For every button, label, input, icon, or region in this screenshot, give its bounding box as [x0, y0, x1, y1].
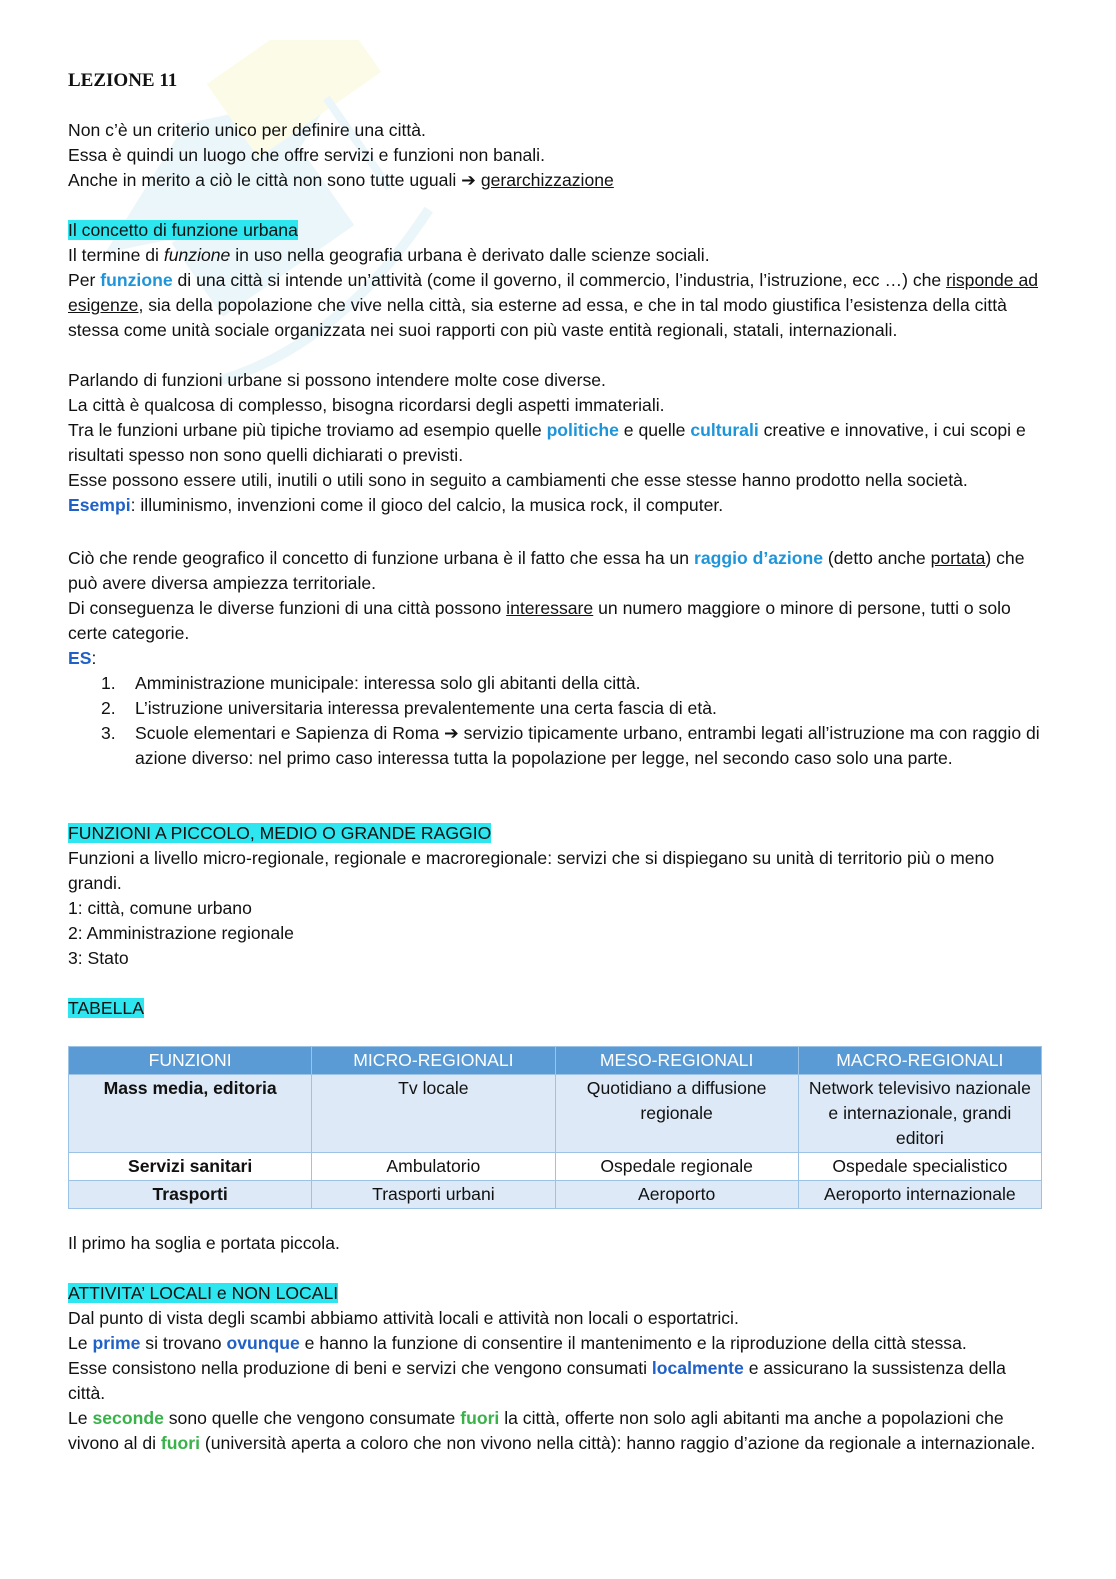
keyword: localmente	[651, 1358, 744, 1378]
list-item	[101, 696, 1041, 721]
text: Per	[68, 270, 101, 290]
intro-line-3	[68, 168, 614, 193]
column-header: MACRO-REGIONALI	[798, 1047, 1041, 1075]
section-heading-funzione-urbana	[68, 218, 298, 243]
table-cell: Trasporti urbani	[312, 1181, 555, 1209]
underlined-text: portata	[930, 548, 986, 568]
keyword: Esempi	[68, 495, 131, 515]
text: : illuminismo, invenzioni come il gioco del calcio, la musica rock, il computer.	[130, 495, 724, 515]
list-item	[101, 671, 1041, 696]
keyword: fuori	[460, 1408, 500, 1428]
text: creative e innovative, i cui scopi e risultati spesso non sono quelli dichiarati o previsti.	[68, 420, 1026, 465]
text: Il termine di	[68, 245, 164, 265]
text: Scuole elementari e Sapienza di Roma	[135, 723, 445, 743]
paragraph: Il primo ha soglia e portata piccola.	[68, 1233, 340, 1253]
text: (detto anche	[823, 548, 931, 568]
paragraph	[68, 268, 1043, 343]
text: di una città si intende un’attività (come il governo, il commercio, l’industria, l’istruzione, ecc …) che	[172, 270, 947, 290]
table-row	[69, 1153, 1042, 1181]
keyword: ES	[68, 648, 92, 668]
text: Esse consistono nella produzione di beni e servizi che vengono consumati	[68, 1358, 652, 1378]
text: Di conseguenza le diverse funzioni di una città possono	[68, 598, 507, 618]
table-cell: Ospedale regionale	[555, 1153, 798, 1181]
text: servizio tipicamente urbano, entrambi legati all’istruzione ma con raggio di azione diverso: nel primo caso interessa tutta la popolazione per legge, nel secondo caso solo una parte.	[135, 723, 1040, 768]
text: ) che può avere diversa ampiezza territoriale.	[68, 548, 1025, 593]
underlined-text: risponde ad esigenze	[68, 270, 1039, 315]
arrow-right-icon: ➔	[461, 170, 476, 190]
text: in uso nella geografia urbana è derivato dalle scienze sociali.	[230, 245, 710, 265]
text: la città, offerte non solo agli abitanti ma anche a popolazioni che vivono al di	[68, 1408, 1004, 1453]
heading-text: TABELLA	[68, 998, 144, 1018]
example-label	[68, 646, 96, 671]
table-header-row	[69, 1047, 1042, 1075]
keyword: politiche	[546, 420, 619, 440]
paragraph: Esse possono essere utili, inutili o utili sono in seguito a cambiamenti che esse stesse hanno prodotto nella società.	[68, 470, 968, 490]
section-heading-tabella	[68, 996, 144, 1021]
text: :	[91, 648, 97, 668]
paragraph	[68, 596, 1043, 646]
keyword: funzione	[100, 270, 173, 290]
text: si trovano	[140, 1333, 227, 1353]
paragraph	[68, 1331, 967, 1356]
keyword: prime	[92, 1333, 141, 1353]
list-number: 1.	[101, 673, 116, 693]
table-cell: Aeroporto internazionale	[798, 1181, 1041, 1209]
list-line: 1: città, comune urbano	[68, 898, 252, 918]
text: , sia della popolazione che vive nella città, sia esterne ad essa, e che in tal modo giustifica l’esistenza della città stessa come unità sociale organizzata nei suoi rapporti con più vaste entità regionali, statali, internazionali.	[68, 295, 1007, 340]
table-cell: Trasporti	[69, 1181, 312, 1209]
list-line: 3: Stato	[68, 948, 129, 968]
heading-text: Il concetto di funzione urbana	[68, 220, 298, 240]
intro-line-1: Non c’è un criterio unico per definire una città.	[68, 120, 426, 140]
list-text: L’istruzione universitaria interessa prevalentemente una certa fascia di età.	[135, 698, 717, 718]
page-title: LEZIONE 11	[68, 70, 178, 91]
table-cell: Mass media, editoria	[69, 1075, 312, 1153]
table-cell: Ambulatorio	[312, 1153, 555, 1181]
emphasis: funzione	[163, 245, 231, 265]
text: sono quelle che vengono consumate	[163, 1408, 461, 1428]
text: e hanno la funzione di consentire il mantenimento e la riproduzione della città stessa.	[299, 1333, 967, 1353]
keyword: ovunque	[226, 1333, 300, 1353]
list-number: 3.	[101, 723, 116, 743]
keyword: raggio d’azione	[693, 548, 824, 568]
keyword: culturali	[690, 420, 759, 440]
table-cell: Servizi sanitari	[69, 1153, 312, 1181]
table-cell: Quotidiano a diffusione regionale	[555, 1075, 798, 1153]
table-cell: Tv locale	[312, 1075, 555, 1153]
list-line: 2: Amministrazione regionale	[68, 923, 294, 943]
text: e assicurano la sussistenza della città.	[68, 1358, 1006, 1403]
paragraph	[68, 418, 1043, 468]
section-heading-attivita	[68, 1281, 338, 1306]
text: un numero maggiore o minore di persone, tutti o solo certe categorie.	[68, 598, 1011, 643]
text: Le	[68, 1333, 93, 1353]
table-row	[69, 1181, 1042, 1209]
keyword: fuori	[160, 1433, 201, 1453]
text: Ciò che rende geografico il concetto di funzione urbana è il fatto che essa ha un	[68, 548, 694, 568]
gerarchizzazione-link: gerarchizzazione	[480, 170, 614, 190]
paragraph	[68, 1356, 1043, 1406]
heading-text: FUNZIONI A PICCOLO, MEDIO O GRANDE RAGGIO	[68, 823, 492, 843]
text: (università aperta a coloro che non vivono nella città): hanno raggio d’azione da regionale a internazionale.	[200, 1433, 1036, 1453]
paragraph: Dal punto di vista degli scambi abbiamo attività locali e attività non locali o esportatrici.	[68, 1308, 739, 1328]
section-heading-raggio	[68, 821, 491, 846]
underlined-text: interessare	[506, 598, 594, 618]
text: Tra le funzioni urbane più tipiche troviamo ad esempio quelle	[68, 420, 547, 440]
keyword: seconde	[92, 1408, 164, 1428]
intro-line-3-text: Anche in merito a ciò le città non sono tutte uguali	[68, 170, 462, 190]
table-cell: Ospedale specialistico	[798, 1153, 1041, 1181]
paragraph	[68, 1406, 1043, 1456]
functions-table	[68, 1046, 1042, 1209]
column-header: MESO-REGIONALI	[555, 1047, 798, 1075]
table-row	[69, 1075, 1042, 1153]
paragraph	[68, 493, 723, 518]
list-number: 2.	[101, 698, 116, 718]
column-header: MICRO-REGIONALI	[312, 1047, 555, 1075]
list-item	[101, 721, 1041, 771]
text: Le	[68, 1408, 93, 1428]
paragraph: La città è qualcosa di complesso, bisogna ricordarsi degli aspetti immateriali.	[68, 395, 665, 415]
paragraph	[68, 243, 710, 268]
table-cell: Network televisivo nazionale e internazionale, grandi editori	[798, 1075, 1041, 1153]
paragraph: Funzioni a livello micro-regionale, regionale e macroregionale: servizi che si dispiegano su unità di territorio più o meno grandi.	[68, 848, 995, 893]
intro-line-2: Essa è quindi un luogo che offre servizi e funzioni non banali.	[68, 145, 545, 165]
arrow-right-icon: ➔	[444, 723, 459, 743]
column-header: FUNZIONI	[69, 1047, 312, 1075]
paragraph: Parlando di funzioni urbane si possono intendere molte cose diverse.	[68, 370, 606, 390]
text: e quelle	[618, 420, 691, 440]
list-text	[135, 721, 1041, 771]
heading-text: ATTIVITA’ LOCALI e NON LOCALI	[68, 1283, 339, 1303]
paragraph	[68, 546, 1043, 596]
table-cell: Aeroporto	[555, 1181, 798, 1209]
list-text: Amministrazione municipale: interessa solo gli abitanti della città.	[135, 673, 641, 693]
